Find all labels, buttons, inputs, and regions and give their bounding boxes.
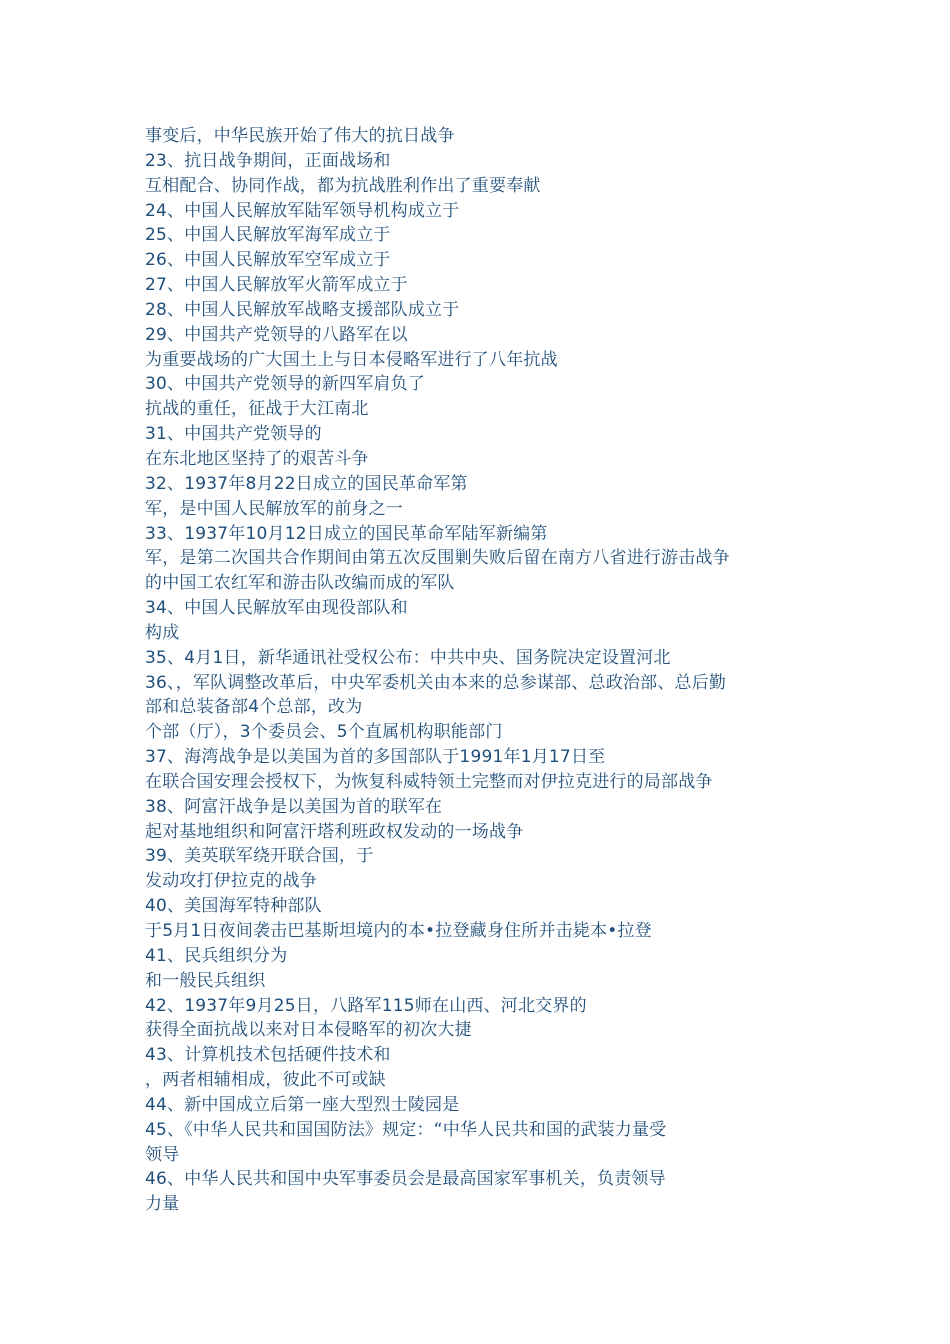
text-line: 和一般民兵组织: [145, 970, 266, 991]
document-body: [145, 124, 865, 1217]
text-line: 力量: [145, 1194, 180, 1215]
text-line: 39、美英联军绕开联合国，于: [145, 846, 374, 867]
text-line: 37、海湾战争是以美国为首的多国部队于1991年1月17日至: [145, 747, 606, 768]
text-line: 军，是中国人民解放军的前身之一: [145, 498, 403, 519]
text-line: 38、阿富汗战争是以美国为首的联军在: [145, 796, 443, 817]
text-line: 26、中国人民解放军空军成立于: [145, 250, 391, 271]
text-line: 为重要战场的广大国土上与日本侵略军进行了八年抗战: [145, 349, 558, 370]
text-line: 45、《中华人民共和国国防法》规定：“中华人民共和国的武装力量受: [145, 1119, 667, 1140]
text-line: 在联合国安理会授权下，为恢复科威特领土完整而对伊拉克进行的局部战争: [145, 771, 713, 792]
text-line: 23、抗日战争期间，正面战场和: [145, 150, 391, 171]
text-line: 互相配合、协同作战，都为抗战胜利作出了重要奉献: [145, 175, 541, 196]
text-line: 41、民兵组织分为: [145, 945, 288, 966]
text-line: 36、，军队调整改革后，中央军委机关由本来的总参谋部、总政治部、总后勤: [145, 672, 727, 693]
text-line: 于5月1日夜间袭击巴基斯坦境内的本•拉登藏身住所并击毙本•拉登: [145, 921, 652, 941]
text-line: 31、中国共产党领导的: [145, 424, 322, 445]
text-line: 起对基地组织和阿富汗塔利班政权发动的一场战争: [145, 821, 524, 842]
text-line: 29、中国共产党领导的八路军在以: [145, 324, 408, 345]
text-line: 30、中国共产党领导的新四军肩负了: [145, 374, 426, 395]
text-line: 事变后，中华民族开始了伟大的抗日战争: [145, 126, 455, 146]
text-line: 33、1937年10月12日成立的国民革命军陆军新编第: [145, 523, 548, 544]
text-line: 27、中国人民解放军火箭军成立于: [145, 275, 408, 296]
text-line: 35、4月1日，新华通讯社受权公布：中共中央、国务院决定设置河北: [145, 647, 671, 668]
text-line: 43、计算机技术包括硬件技术和: [145, 1045, 391, 1066]
text-line: 42、1937年9月25日，八路军115师在山西、河北交界的: [145, 995, 587, 1016]
text-line: 构成: [145, 622, 180, 643]
text-line: 28、中国人民解放军战略支援部队成立于: [145, 299, 460, 320]
text-line: 46、中华人民共和国中央军事委员会是最高国家军事机关，负责领导: [145, 1169, 666, 1190]
text-line: 的中国工农红军和游击队改编而成的军队: [145, 573, 455, 594]
text-line: 24、中国人民解放军陆军领导机构成立于: [145, 200, 460, 221]
text-line: 获得全面抗战以来对日本侵略军的初次大捷: [145, 1020, 472, 1041]
text-line: 44、新中国成立后第一座大型烈士陵园是: [145, 1094, 460, 1115]
text-line: 个部（厅），3个委员会、5个直属机构职能部门: [145, 722, 503, 743]
text-line: ，两者相辅相成，彼此不可或缺: [145, 1070, 386, 1091]
text-line: 发动攻打伊拉克的战争: [145, 871, 317, 892]
text-line: 32、1937年8月22日成立的国民革命军第: [145, 473, 468, 494]
text-line: 25、中国人民解放军海军成立于: [145, 225, 391, 246]
text-line: 军，是第二次国共合作期间由第五次反围剿失败后留在南方八省进行游击战争: [145, 548, 730, 569]
text-line: 在东北地区坚持了的艰苦斗争: [145, 448, 369, 469]
text-line: 部和总装备部4个总部，改为: [145, 697, 363, 718]
text-line: 40、美国海军特种部队: [145, 896, 322, 917]
text-line: 领导: [145, 1144, 180, 1165]
text-line: 34、中国人民解放军由现役部队和: [145, 598, 408, 619]
text-line: 抗战的重任，征战于大江南北: [145, 399, 369, 420]
